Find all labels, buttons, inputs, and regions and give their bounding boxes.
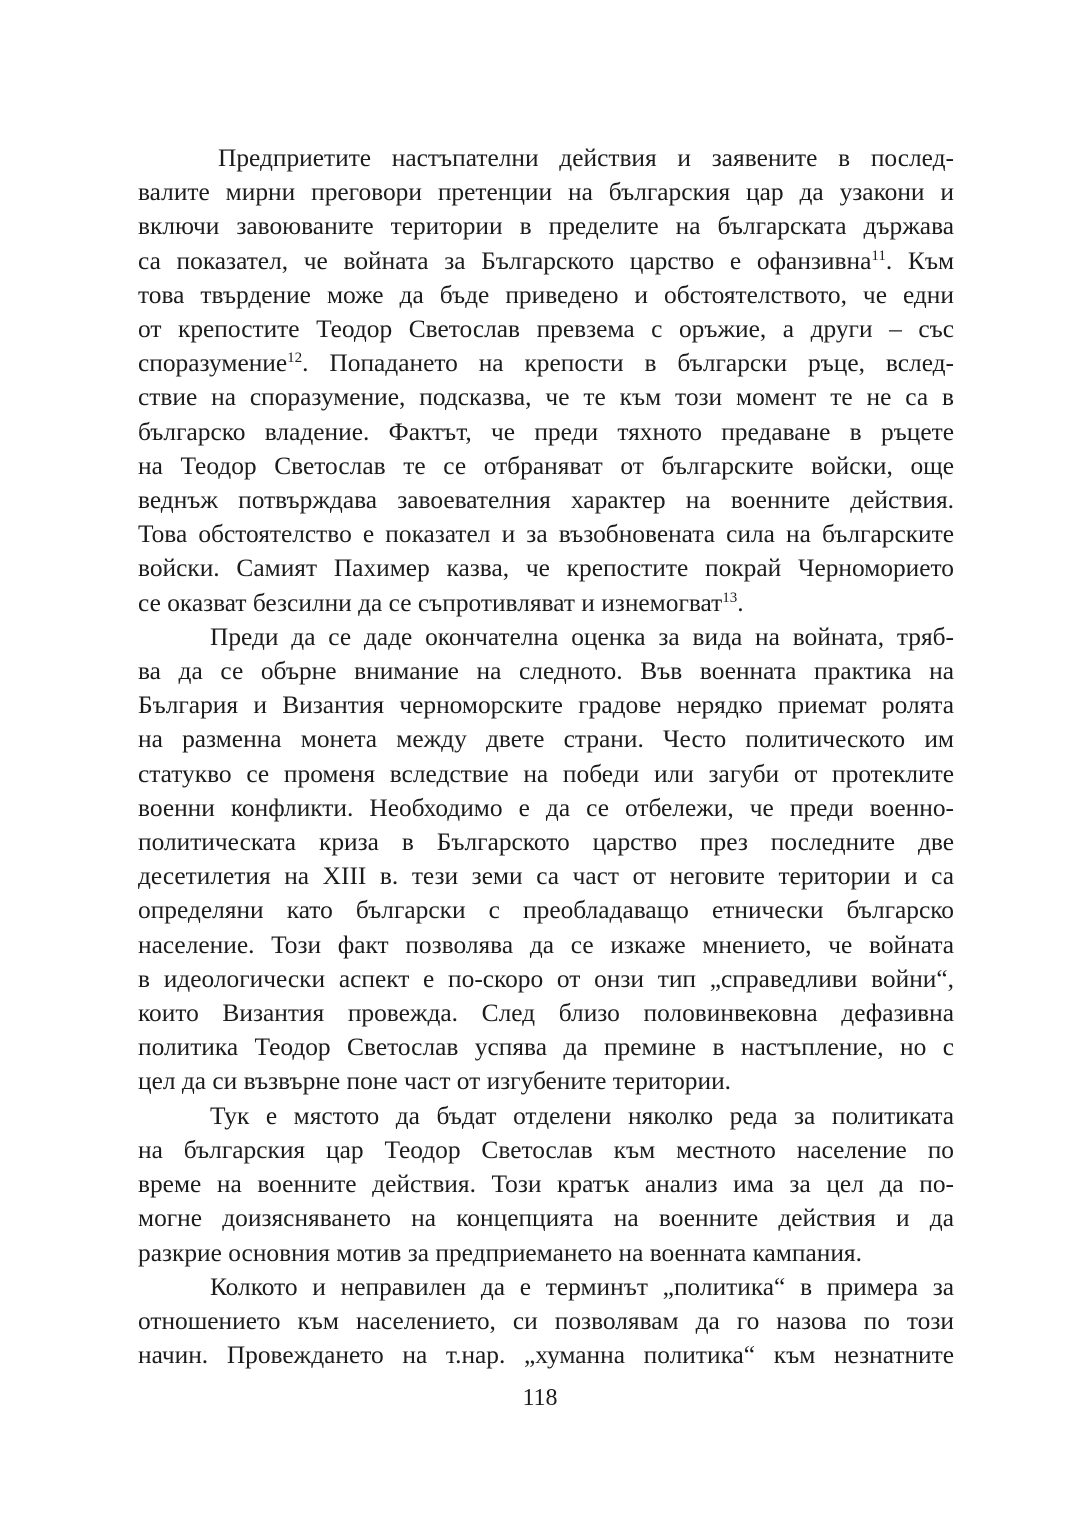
line-text: са показател, че войната за Българското царство е офанзивна — [138, 246, 872, 275]
text-line — [138, 449, 954, 483]
text-line — [138, 1201, 954, 1235]
footnote-ref: 13 — [722, 589, 738, 606]
line-text: включи завоюваните територии в пределите на българската държава — [138, 212, 954, 241]
line-text-after: . Попадането на крепости в български ръце, вслед- — [302, 349, 954, 378]
text-line — [138, 312, 954, 346]
line-text: население. Този факт позволява да се изкаже мнението, че войната — [138, 930, 954, 959]
text-line — [138, 551, 954, 585]
text-line — [138, 654, 954, 688]
paragraph — [138, 141, 954, 620]
line-text: политическата криза в Българското царство през последните две — [138, 828, 954, 857]
line-text: валите мирни преговори претенции на българския цар да узакони и — [138, 178, 954, 207]
text-line — [138, 483, 954, 517]
text-line — [138, 1338, 954, 1372]
text-line — [138, 1167, 954, 1201]
text-line — [138, 620, 954, 654]
line-text: на разменна монета между двете страни. Често политическото им — [138, 725, 954, 754]
line-text: военни конфликти. Необходимо е да се отбележи, че преди военно- — [138, 793, 954, 822]
line-text: войски. Самият Пахимер казва, че крепостите покрай Черноморието — [138, 554, 954, 583]
line-text: начин. Провеждането на т.нар. „хуманна политика“ към незнатните — [138, 1341, 954, 1370]
line-text: статукво се променя вследствие на победи или загуби от протеклите — [138, 759, 954, 788]
line-text: цел да си възвърне поне част от изгубените територии. — [138, 1067, 732, 1096]
line-text: десетилетия на XIII в. тези земи са част от неговите територии и са — [138, 862, 954, 891]
line-text: Предприетите настъпателни действия и заявените в послед- — [218, 144, 954, 172]
text-line — [138, 175, 954, 209]
line-text: ва да се обърне внимание на следното. Във военната практика на — [138, 657, 954, 686]
text-line — [138, 928, 954, 962]
text-line — [138, 244, 954, 278]
line-text: отношението към населението, си позволявам да го назова по този — [138, 1306, 954, 1335]
line-text: българско владение. Фактът, че преди тяхното предаване в ръцете — [138, 417, 954, 446]
text-line — [138, 1270, 954, 1304]
line-text: време на военните действия. Този кратък анализ има за цел да по- — [138, 1170, 954, 1199]
line-text: политика Теодор Светослав успява да премине в настъпление, но с — [138, 1033, 954, 1062]
line-text: на Теодор Светослав те се отбраняват от българските войски, още — [138, 451, 954, 480]
line-text: Колкото и неправилен да е терминът „политика“ в примера за — [210, 1272, 954, 1301]
line-text: Това обстоятелство е показател и за възобновената сила на българските — [138, 520, 954, 549]
line-text: това твърдение може да бъде приведено и обстоятелството, че едни — [138, 280, 954, 309]
paragraph — [138, 1270, 954, 1373]
text-line — [138, 1236, 954, 1270]
line-text: в идеологически аспект е по-скоро от онзи тип „справедливи войни“, — [138, 964, 954, 993]
text-line — [138, 722, 954, 756]
text-line — [138, 586, 954, 620]
text-line — [138, 962, 954, 996]
paragraph — [138, 620, 954, 1099]
line-text: които Византия провежда. След близо половинвековна дефазивна — [138, 999, 954, 1028]
text-line — [138, 688, 954, 722]
page-number: 118 — [522, 1385, 558, 1411]
line-text: разкрие основния мотив за предприемането на военната кампания. — [138, 1238, 862, 1267]
line-text-after: . — [737, 588, 744, 617]
line-text: България и Византия черноморските градове нерядко приемат ролята — [138, 691, 954, 720]
line-text: могне доизясняването на концепцията на военните действия и да — [138, 1204, 954, 1233]
line-text: Преди да се даде окончателна оценка за вида на войната, тряб- — [210, 622, 954, 651]
text-line — [138, 209, 954, 243]
text-line — [138, 380, 954, 414]
text-line — [138, 517, 954, 551]
text-line — [138, 1064, 954, 1098]
text-line — [138, 791, 954, 825]
text-line — [138, 278, 954, 312]
line-text: веднъж потвърждава завоевателния характер на военните действия. — [138, 486, 954, 515]
text-line — [138, 415, 954, 449]
text-line — [138, 825, 954, 859]
line-text: се оказват безсилни да се съпротивляват и изнемогват — [138, 588, 723, 617]
paragraph — [138, 1099, 954, 1270]
footnote-ref: 12 — [287, 350, 303, 367]
body-text — [138, 141, 954, 1372]
line-text: на българския цар Теодор Светослав към местното население по — [138, 1135, 954, 1164]
footnote-ref: 11 — [871, 247, 886, 264]
line-text: определяни като български с преобладаващо етнически българско — [138, 896, 954, 925]
line-text: Тук е мястото да бъдат отделени няколко реда за политиката — [210, 1101, 954, 1130]
text-line — [138, 757, 954, 791]
text-line — [138, 1030, 954, 1064]
text-line — [138, 1099, 954, 1133]
text-line — [138, 1304, 954, 1338]
line-text: споразумение — [138, 349, 288, 378]
line-text: от крепостите Теодор Светослав превзема с оръжие, а други – със — [138, 315, 954, 344]
text-line — [138, 1133, 954, 1167]
line-text: ствие на споразумение, подсказва, че те към този момент те не са в — [138, 383, 954, 412]
text-line — [138, 859, 954, 893]
text-line — [138, 141, 954, 175]
text-line — [138, 346, 954, 380]
line-text-after: . Към — [885, 246, 955, 275]
text-line — [138, 996, 954, 1030]
text-line — [138, 893, 954, 927]
